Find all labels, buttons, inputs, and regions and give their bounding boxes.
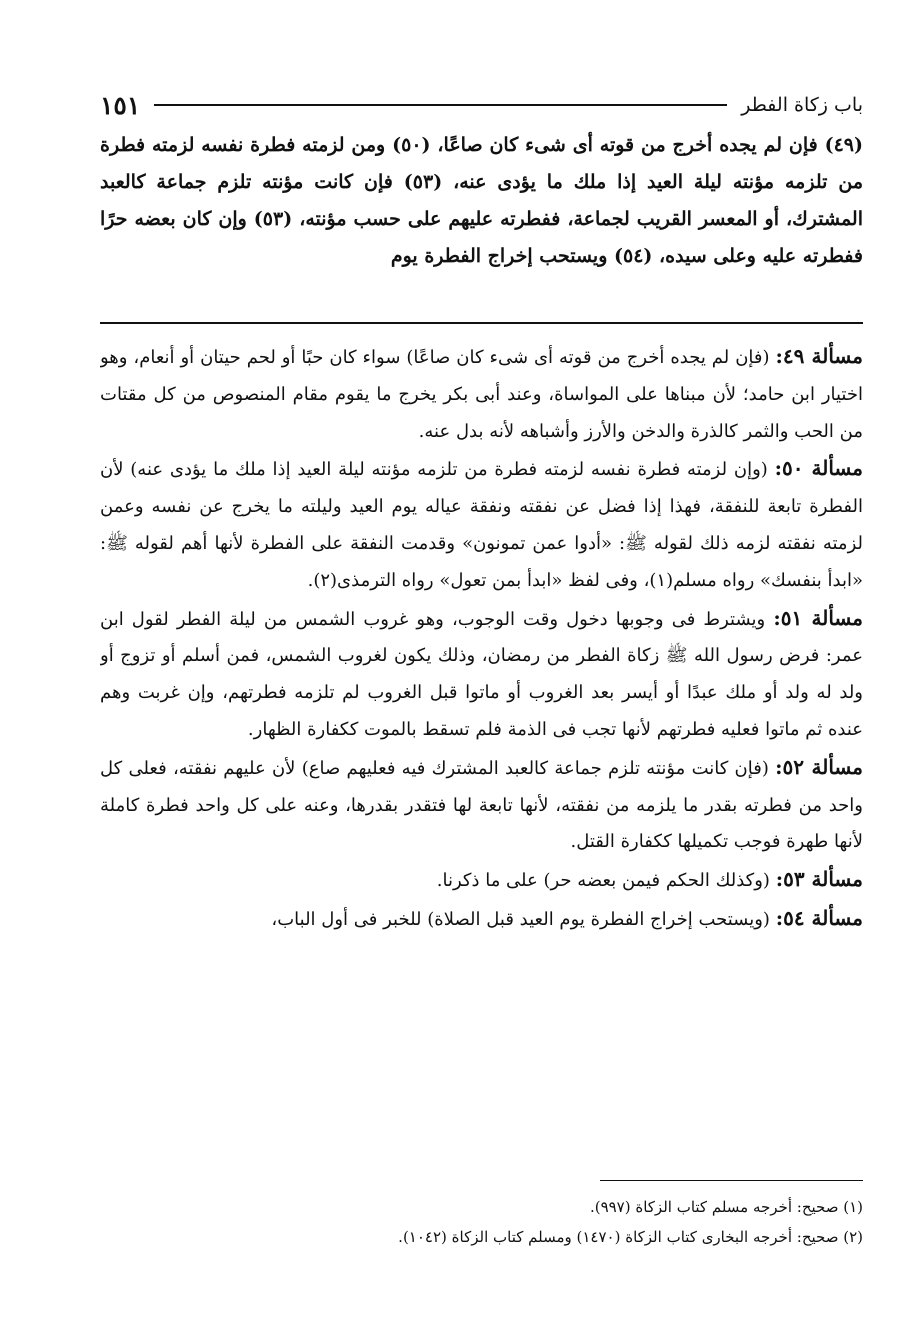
matn-separator	[100, 322, 863, 324]
masalah-text: (وكذلك الحكم فيمن بعضه حر) على ما ذكرنا.	[436, 870, 770, 892]
masalah-label: مسألة ٥٠:	[774, 456, 863, 481]
masalah-text: ويشترط فى وجوبها دخول وقت الوجوب، وهو غروب الشمس من ليلة الفطر لقول ابن عمر: فرض رسول الله ﷺ زكاة الفطر من رمضان، وذلك يكون لغروب الشمس، فمن أسلم أو تزوج أو ولد له ولد أو ملك عبدًا أو أيسر بعد الغروب أو ماتوا قبل الغروب لم تلزمه فطرتهم، وإن غربت وهم عنده ثم ماتوا فعليه فطرتهم لأنها تجب فى الذمة فلم تسقط بالموت ككفارة الظهار.	[100, 608, 863, 740]
masalah-text: (فإن لم يجده أخرج من قوته أى شىء كان صاعًا) سواء كان حبًا أو لحم حيتان أو أنعام، وهو اختيار ابن حامد؛ لأن مبناها على المواساة، وعند أبى بكر يخرج ما يقوم مقام المنصوص من كل مقتات من الحب والثمر كالذرة والدخن والأرز وأشباهه لأنه بدل عنه.	[100, 347, 863, 442]
footnote-2: (٢) صحيح: أخرجه البخارى كتاب الزكاة (١٤٧٠) ومسلم كتاب الزكاة (١٠٤٢).	[398, 1228, 863, 1246]
matn-text: (٤٩) فإن لم يجده أخرج من قوته أى شىء كان صاعًا، (٥٠) ومن لزمته فطرة نفسه لزمته فطرة من تلزمه مؤنته ليلة العيد إذا ملك ما يؤدى عنه، (٥٣) فإن كانت مؤنته تلزم جماعة كالعبد المشترك، أو المعسر القريب لجماعة، ففطرته عليهم على حسب مؤنته، (٥٣) وإن كان بعضه حرًا ففطرته عليه وعلى سيده، (٥٤) ويستحب إخراج الفطرة يوم	[100, 134, 863, 267]
masalah-label: مسألة ٥٣:	[775, 867, 863, 892]
chapter-title: باب زكاة الفطر	[741, 94, 863, 116]
masalah-text: (فإن كانت مؤنته تلزم جماعة كالعبد المشترك فيه فعليهم صاع) لأن عليهم نفقته، فعلى كل واحد من فطرته بقدر ما يلزمه من نفقته، لأنها تابعة لها فتقدر بقدرها، وعنه على كل واحد فطرة كاملة لأنها طهرة فوجب تكميلها ككفارة القتل.	[100, 757, 863, 853]
masalah-label: مسألة ٤٩:	[775, 344, 863, 368]
masalah-49	[100, 338, 863, 450]
masalah-label: مسألة ٥٤:	[775, 905, 863, 930]
masalah-label: مسألة ٥٢:	[775, 754, 863, 779]
masalah-51	[100, 600, 863, 749]
page-number: ١٥١	[100, 90, 141, 120]
masalah-label: مسألة ٥١:	[773, 605, 863, 630]
footnotes	[100, 1192, 863, 1262]
footnote-separator	[600, 1180, 863, 1181]
commentary	[100, 338, 863, 1160]
masalah-53	[100, 861, 863, 900]
masalah-text: (وإن لزمته فطرة نفسه لزمته فطرة من تلزمه مؤنته ليلة العيد إذا ملك ما يؤدى عنه) لأن الفطرة تابعة للنفقة، فهذا إذا فضل عن نفقته ونفقة عياله يوم العيد وليلته ما يخرج عن نفسه وعمن لزمته نفقته لزمه ذلك لقوله ﷺ: «أدوا عمن تمونون» وقدمت النفقة على الفطرة لأنها أهم لقوله ﷺ: «ابدأ بنفسك» رواه مسلم(١)، وفى لفظ «ابدأ بمن تعول» رواه الترمذى(٢).	[100, 459, 863, 591]
masalah-50	[100, 450, 863, 599]
masalah-text: (ويستحب إخراج الفطرة يوم العيد قبل الصلاة) للخبر فى أول الباب،	[271, 908, 770, 930]
masalah-52	[100, 749, 863, 861]
masalah-54	[100, 900, 863, 939]
footnote-1: (١) صحيح: أخرجه مسلم كتاب الزكاة (٩٩٧).	[589, 1198, 863, 1216]
page-header	[100, 88, 863, 122]
header-rule	[154, 104, 727, 106]
